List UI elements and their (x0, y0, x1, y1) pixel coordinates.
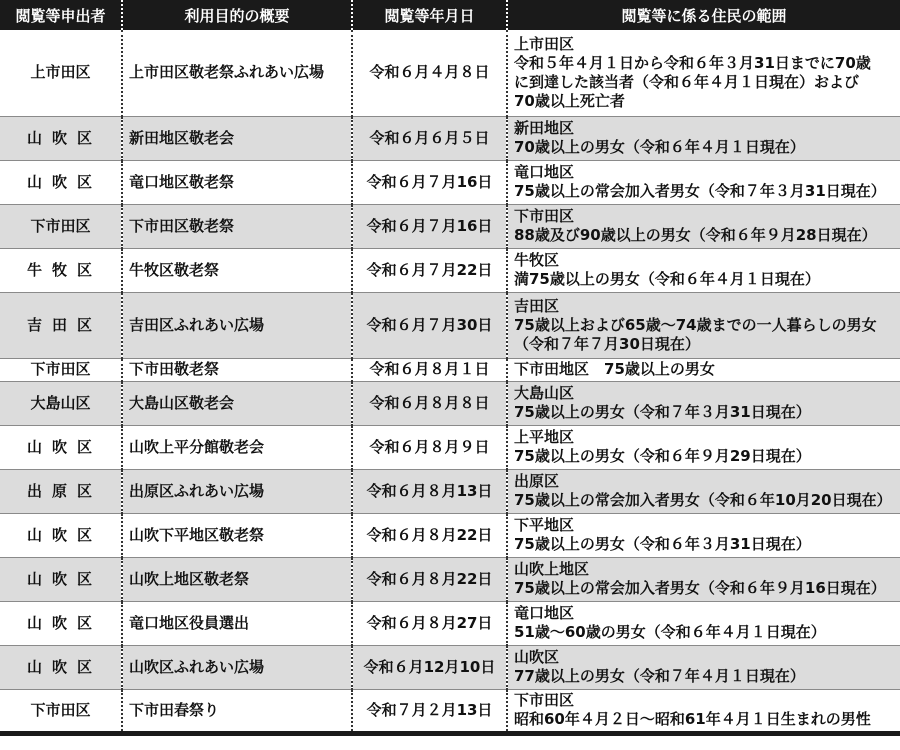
table-row (0, 469, 900, 513)
cell-date: 令和６月８月８日 (352, 381, 507, 425)
header-purpose: 利用目的の概要 (122, 0, 352, 30)
cell-date: 令和６月８月27日 (352, 601, 507, 645)
cell-purpose: 新田地区敬老会 (122, 116, 352, 160)
header-scope: 閲覧等に係る住民の範囲 (507, 0, 900, 30)
cell-applicant: 山吹区 (0, 601, 122, 645)
scope-line: 竜口地区 (514, 604, 575, 622)
table-row (0, 204, 900, 248)
cell-date: 令和６月７月22日 (352, 248, 507, 292)
table-row (0, 30, 900, 116)
cell-purpose: 山吹上平分館敬老会 (122, 425, 352, 469)
cell-applicant: 山吹区 (0, 557, 122, 601)
cell-applicant: 大島山区 (0, 381, 122, 425)
cell-applicant: 山吹区 (0, 513, 122, 557)
scope-line: 竜口地区 (514, 163, 575, 181)
cell-scope (507, 513, 900, 557)
scope-line: 新田地区 (514, 119, 575, 137)
cell-date: 令和６月８月９日 (352, 425, 507, 469)
scope-line: 上平地区 (514, 428, 575, 446)
header-applicant: 閲覧等申出者 (0, 0, 122, 30)
scope-line: 満75歳以上の男女（令和６年４月１日現在） (514, 270, 820, 288)
cell-scope (507, 689, 900, 733)
cell-applicant: 牛牧区 (0, 248, 122, 292)
scope-line: 70歳以上死亡者 (514, 91, 625, 110)
cell-applicant: 吉田区 (0, 292, 122, 358)
cell-date: 令和６月８月13日 (352, 469, 507, 513)
cell-scope (507, 30, 900, 116)
scope-line: 令和５年４月１日から令和６年３月31日までに70歳 (514, 53, 871, 72)
cell-date: 令和６月７月16日 (352, 160, 507, 204)
scope-line: 下市田区 (514, 207, 575, 225)
scope-line: 88歳及び90歳以上の男女（令和６年９月28日現在） (514, 226, 877, 244)
table-row (0, 358, 900, 381)
scope-line: に到達した該当者（令和６年４月１日現在）および (514, 72, 860, 91)
scope-line: 75歳以上の男女（令和７年３月31日現在） (514, 403, 811, 421)
scope-line: 75歳以上および65歳～74歳までの一人暮らしの男女 (514, 315, 877, 334)
table-row (0, 248, 900, 292)
cell-scope (507, 204, 900, 248)
cell-date: 令和７月２月13日 (352, 689, 507, 733)
table-row (0, 601, 900, 645)
table-body (0, 30, 900, 733)
scope-line: 70歳以上の男女（令和６年４月１日現在） (514, 138, 805, 156)
cell-applicant: 上市田区 (0, 30, 122, 116)
cell-scope (507, 292, 900, 358)
cell-purpose: 大島山区敬老会 (122, 381, 352, 425)
scope-line: 77歳以上の男女（令和７年４月１日現在） (514, 667, 805, 685)
scope-line: 山吹上地区 (514, 560, 590, 578)
cell-purpose: 竜口地区敬老祭 (122, 160, 352, 204)
cell-date: 令和６月７月16日 (352, 204, 507, 248)
cell-purpose: 竜口地区役員選出 (122, 601, 352, 645)
cell-date: 令和６月６月５日 (352, 116, 507, 160)
scope-line: 下平地区 (514, 516, 575, 534)
table-row (0, 292, 900, 358)
header-row (0, 0, 900, 30)
table-header (0, 0, 900, 30)
cell-scope (507, 557, 900, 601)
cell-scope (507, 425, 900, 469)
cell-scope (507, 469, 900, 513)
cell-purpose: 下市田敬老祭 (122, 358, 352, 381)
table-row (0, 160, 900, 204)
cell-applicant: 出原区 (0, 469, 122, 513)
cell-date: 令和６月８月１日 (352, 358, 507, 381)
cell-purpose: 山吹下平地区敬老祭 (122, 513, 352, 557)
cell-date: 令和６月８月22日 (352, 513, 507, 557)
scope-line: 吉田区 (514, 296, 560, 315)
cell-purpose: 牛牧区敬老祭 (122, 248, 352, 292)
scope-line: 下市田地区 75歳以上の男女 (514, 360, 715, 378)
scope-line: 牛牧区 (514, 251, 560, 269)
scope-line: 75歳以上の男女（令和６年３月31日現在） (514, 535, 811, 553)
scope-line: 75歳以上の常会加入者男女（令和６年９月16日現在） (514, 579, 886, 597)
scope-line: 51歳～60歳の男女（令和６年４月１日現在） (514, 623, 826, 641)
scope-line: 山吹区 (514, 648, 560, 666)
cell-date: 令和６月12月10日 (352, 645, 507, 689)
cell-applicant: 山吹区 (0, 160, 122, 204)
cell-date: 令和６月４月８日 (352, 30, 507, 116)
cell-scope (507, 645, 900, 689)
cell-date: 令和６月７月30日 (352, 292, 507, 358)
cell-applicant: 山吹区 (0, 116, 122, 160)
cell-applicant: 下市田区 (0, 689, 122, 733)
cell-date: 令和６月８月22日 (352, 557, 507, 601)
cell-scope (507, 601, 900, 645)
table-row (0, 425, 900, 469)
table-row (0, 116, 900, 160)
scope-line: 75歳以上の男女（令和６年９月29日現在） (514, 447, 811, 465)
cell-purpose: 出原区ふれあい広場 (122, 469, 352, 513)
scope-line: 昭和60年４月２日～昭和61年４月１日生まれの男性 (514, 710, 871, 728)
cell-applicant: 山吹区 (0, 645, 122, 689)
table-row (0, 513, 900, 557)
cell-purpose: 山吹区ふれあい広場 (122, 645, 352, 689)
scope-line: 75歳以上の常会加入者男女（令和７年３月31日現在） (514, 182, 886, 200)
scope-line: 上市田区 (514, 34, 575, 53)
cell-applicant: 下市田区 (0, 204, 122, 248)
cell-purpose: 上市田区敬老祭ふれあい広場 (122, 30, 352, 116)
cell-scope (507, 358, 900, 381)
cell-applicant: 下市田区 (0, 358, 122, 381)
cell-scope (507, 116, 900, 160)
cell-scope (507, 160, 900, 204)
table-row (0, 645, 900, 689)
table-row (0, 557, 900, 601)
cell-scope (507, 248, 900, 292)
cell-scope (507, 381, 900, 425)
scope-line: 出原区 (514, 472, 560, 490)
cell-purpose: 下市田春祭り (122, 689, 352, 733)
cell-purpose: 山吹上地区敬老祭 (122, 557, 352, 601)
cell-purpose: 下市田区敬老祭 (122, 204, 352, 248)
scope-line: 大島山区 (514, 384, 575, 402)
table-row (0, 381, 900, 425)
scope-line: 75歳以上の常会加入者男女（令和６年10月20日現在） (514, 491, 892, 509)
table-row (0, 689, 900, 733)
cell-applicant: 山吹区 (0, 425, 122, 469)
header-date: 閲覧等年月日 (352, 0, 507, 30)
cell-purpose: 吉田区ふれあい広場 (122, 292, 352, 358)
scope-line: 下市田区 (514, 691, 575, 709)
scope-line: （令和７年７月30日現在） (514, 334, 700, 353)
